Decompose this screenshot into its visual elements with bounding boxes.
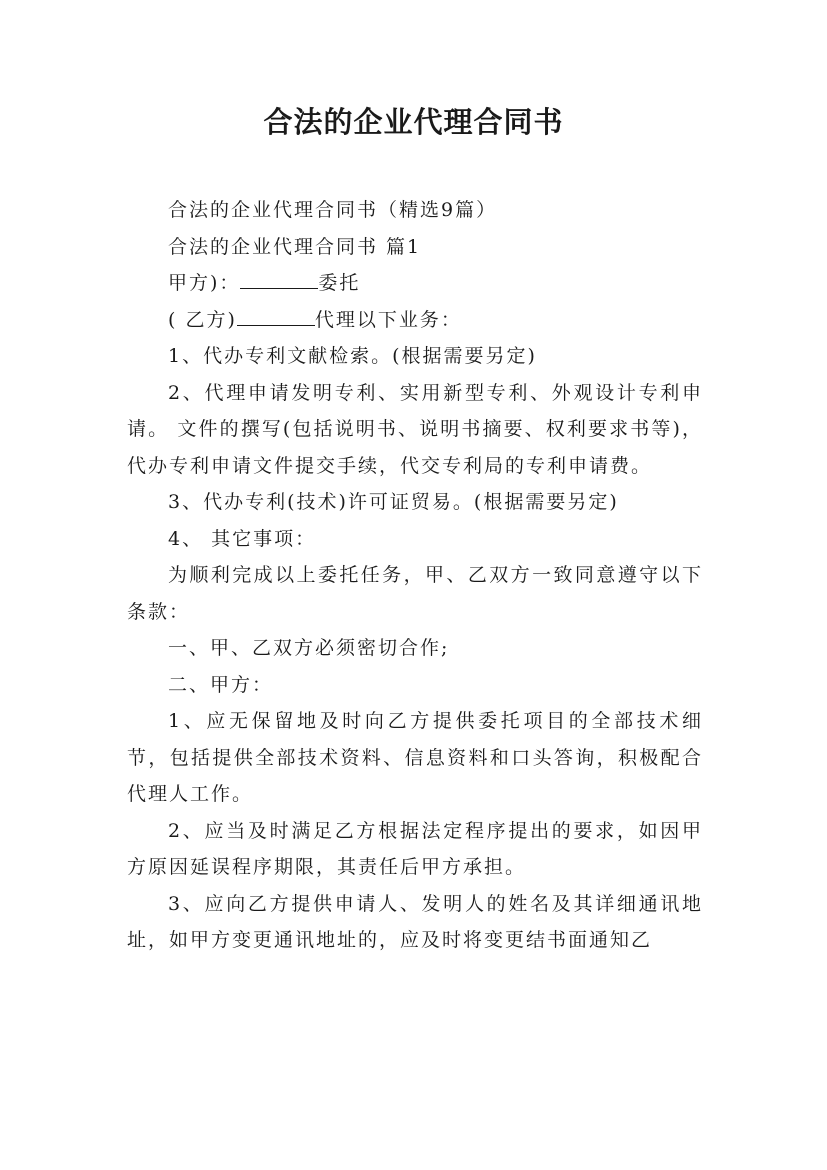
paragraph: 4、 其它事项： — [168, 527, 317, 550]
paragraph: 2、代理申请发明专利、实用新型专利、外观设计专利申请。 文件的撰写(包括说明书、说明书摘要、权利要求书等)，代办专利申请文件提交手续，代交专利局的专利申请费。 — [127, 381, 703, 477]
paragraph: 1、应无保留地及时向乙方提供委托项目的全部技术细节，包括提供全部技术资料、信息资料和口头答询，积极配合代理人工作。 — [127, 710, 703, 805]
paragraph: 二、甲方： — [168, 673, 274, 696]
paragraph: 2、应当及时满足乙方根据法定程序提出的要求，如因甲方原因延误程序期限，其责任后甲方承担。 — [127, 819, 703, 878]
document-body — [127, 192, 703, 959]
paragraph: 3、代办专利(技术)许可证贸易。(根据需要另定) — [168, 491, 619, 513]
party-b-label: ( 乙方) — [168, 308, 237, 331]
paragraph: 为顺利完成以上委托任务，甲、乙双方一致同意遵守以下条款： — [127, 564, 703, 623]
party-a-suffix: 委托 — [318, 272, 361, 294]
party-a-blank — [240, 270, 318, 289]
party-b-line — [127, 302, 703, 339]
paragraph: 1、代办专利文献检索。(根据需要另定) — [168, 345, 537, 367]
party-b-blank — [237, 307, 315, 326]
document-title: 合法的企业代理合同书 — [263, 105, 564, 139]
party-a-line — [127, 265, 703, 302]
article-heading: 合法的企业代理合同书 篇1 — [168, 235, 422, 258]
party-a-label: 甲方)： — [168, 272, 241, 294]
document-subtitle: 合法的企业代理合同书（精选9篇） — [168, 199, 498, 221]
paragraph: 3、应向乙方提供申请人、发明人的姓名及其详细通讯地址，如甲方变更通讯地址的，应及时将变更结书面通知乙 — [127, 892, 703, 951]
party-b-suffix: 代理以下业务： — [314, 308, 462, 331]
paragraph: 一、甲、乙双方必须密切合作; — [168, 637, 450, 659]
